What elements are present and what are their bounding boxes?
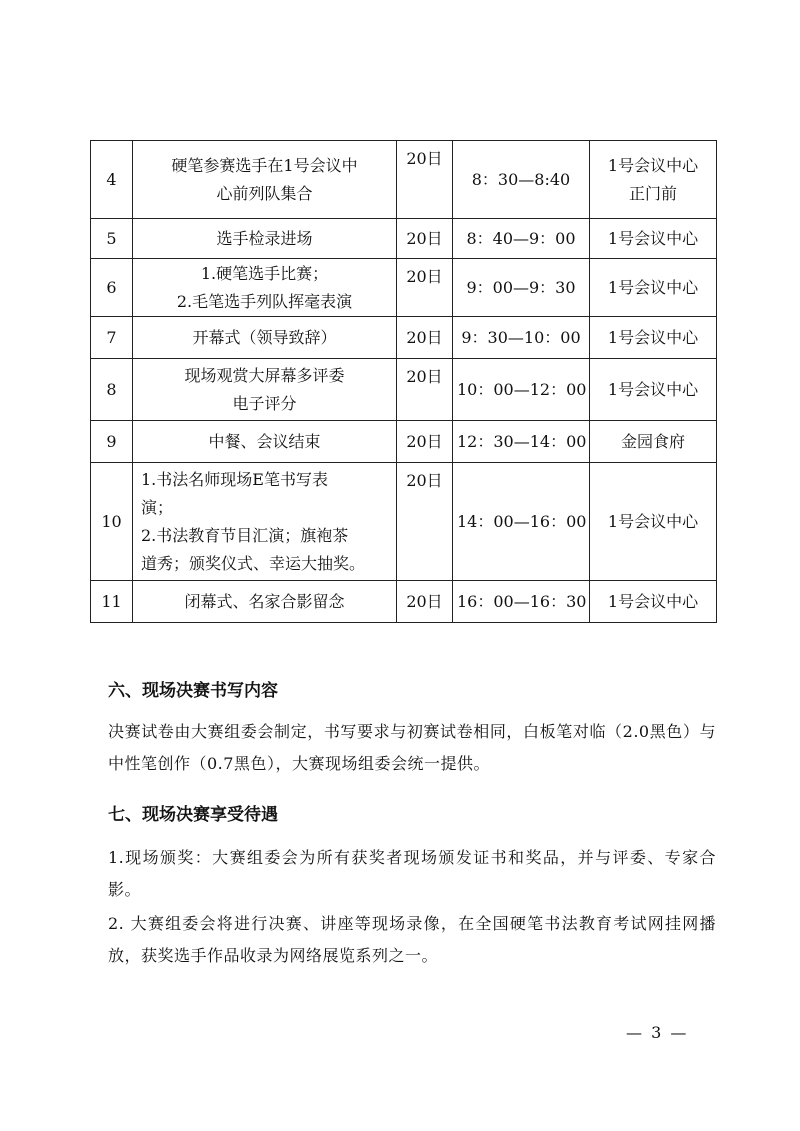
row-date: 20日 bbox=[397, 317, 453, 359]
event-line: 道秀；颁奖仪式、幸运大抽奖。 bbox=[141, 553, 366, 573]
event-line: 2.书法教育节目汇演；旗袍茶 bbox=[141, 525, 349, 545]
event-line: 1.书法名师现场E笔书写表 bbox=[141, 469, 328, 489]
row-event bbox=[133, 359, 397, 421]
section-6-heading: 六、现场决赛书写内容 bbox=[108, 681, 278, 701]
place-line: 1号会议中心 bbox=[607, 511, 699, 531]
event-line: 1.硬笔选手比赛； bbox=[200, 263, 329, 283]
row-event bbox=[133, 219, 397, 259]
section-7-item-2: 2. 大赛组委会将进行决赛、讲座等现场录像，在全国硬笔书法教育考试网挂网播放，获奖选手作品收录为网络展览系列之一。 bbox=[108, 914, 716, 965]
row-place bbox=[590, 359, 717, 421]
row-date: 20日 bbox=[397, 219, 453, 259]
row-place bbox=[590, 581, 717, 623]
place-line: 1号会议中心 bbox=[607, 591, 699, 611]
place-line: 1号会议中心 bbox=[607, 155, 699, 175]
row-time: 8：40—9：00 bbox=[453, 219, 590, 259]
row-number: 11 bbox=[91, 581, 133, 623]
event-line: 演； bbox=[141, 497, 174, 517]
row-time: 9：30—10：00 bbox=[453, 317, 590, 359]
event-line: 电子评分 bbox=[232, 393, 297, 413]
row-time: 16：00—16：30 bbox=[453, 581, 590, 623]
row-number: 4 bbox=[91, 141, 133, 219]
section-6-body: 决赛试卷由大赛组委会制定，书写要求与初赛试卷相同，白板笔对临（2.0黑色）与中性笔创作（0.7黑色），大赛现场组委会统一提供。 bbox=[108, 722, 716, 773]
row-place bbox=[590, 463, 717, 581]
row-place bbox=[590, 219, 717, 259]
row-number: 6 bbox=[91, 259, 133, 317]
event-line: 开幕式（领导致辞） bbox=[192, 327, 337, 347]
section-6 bbox=[108, 676, 716, 780]
event-line: 硬笔参赛选手在1号会议中 bbox=[171, 155, 358, 175]
row-date: 20日 bbox=[397, 359, 453, 421]
row-place bbox=[590, 141, 717, 219]
event-line: 闭幕式、名家合影留念 bbox=[184, 591, 345, 611]
place-line: 正门前 bbox=[628, 183, 677, 203]
row-date: 20日 bbox=[397, 463, 453, 581]
table-row bbox=[91, 421, 717, 463]
section-7-item-1: 1.现场颁奖：大赛组委会为所有获奖者现场颁发证书和奖品，并与评委、专家合影。 bbox=[108, 848, 716, 899]
row-event bbox=[133, 259, 397, 317]
row-place bbox=[590, 317, 717, 359]
row-number: 5 bbox=[91, 219, 133, 259]
schedule-table-body bbox=[91, 141, 717, 623]
row-event bbox=[133, 317, 397, 359]
row-number: 10 bbox=[91, 463, 133, 581]
place-line: 1号会议中心 bbox=[607, 277, 699, 297]
row-number: 9 bbox=[91, 421, 133, 463]
row-event bbox=[133, 141, 397, 219]
event-line: 现场观赏大屏幕多评委 bbox=[184, 365, 345, 385]
row-date: 20日 bbox=[397, 259, 453, 317]
table-row bbox=[91, 219, 717, 259]
table-row bbox=[91, 317, 717, 359]
place-line: 1号会议中心 bbox=[607, 327, 699, 347]
row-date: 20日 bbox=[397, 581, 453, 623]
row-time: 8：30—8:40 bbox=[453, 141, 590, 219]
row-event bbox=[133, 581, 397, 623]
row-event bbox=[133, 463, 397, 581]
schedule-table bbox=[90, 140, 717, 623]
row-number: 8 bbox=[91, 359, 133, 421]
row-time: 12：30—14：00 bbox=[453, 421, 590, 463]
event-line: 选手检录进场 bbox=[216, 228, 313, 248]
row-date: 20日 bbox=[397, 421, 453, 463]
place-line: 1号会议中心 bbox=[607, 379, 699, 399]
event-line: 中餐、会议结束 bbox=[208, 431, 321, 451]
row-event bbox=[133, 421, 397, 463]
section-7-heading: 七、现场决赛享受待遇 bbox=[108, 805, 278, 825]
table-row bbox=[91, 259, 717, 317]
event-line: 2.毛笔选手列队挥毫表演 bbox=[176, 291, 353, 311]
row-date: 20日 bbox=[397, 141, 453, 219]
row-time: 10：00—12：00 bbox=[453, 359, 590, 421]
page-number: — 3 — bbox=[626, 1023, 689, 1042]
place-line: 金园食府 bbox=[620, 431, 685, 451]
row-number: 7 bbox=[91, 317, 133, 359]
section-7 bbox=[108, 800, 716, 972]
table-row bbox=[91, 581, 717, 623]
table-row bbox=[91, 359, 717, 421]
table-row bbox=[91, 141, 717, 219]
row-time: 9：00—9：30 bbox=[453, 259, 590, 317]
table-row bbox=[91, 463, 717, 581]
event-line: 心前列队集合 bbox=[216, 183, 313, 203]
row-place bbox=[590, 421, 717, 463]
row-time: 14：00—16：00 bbox=[453, 463, 590, 581]
row-place bbox=[590, 259, 717, 317]
place-line: 1号会议中心 bbox=[607, 228, 699, 248]
